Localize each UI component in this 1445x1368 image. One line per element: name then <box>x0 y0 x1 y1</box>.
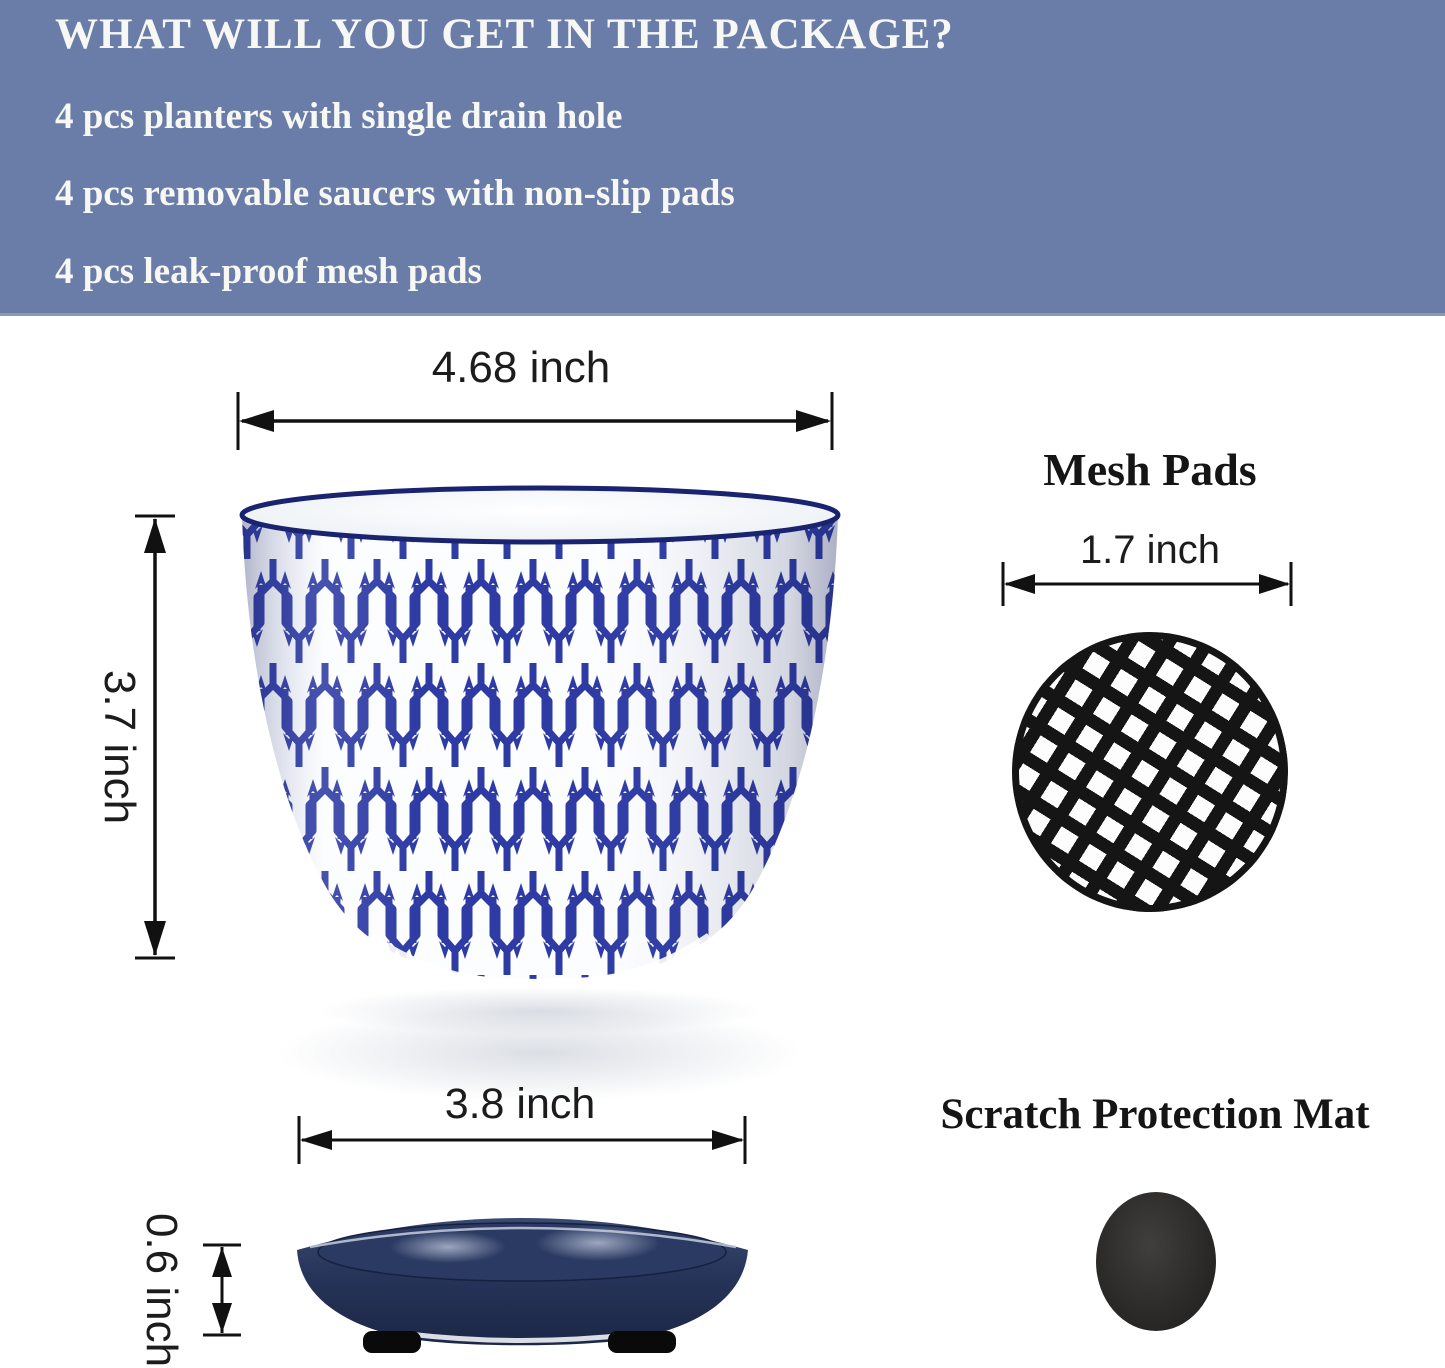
arrowhead <box>1259 574 1290 594</box>
banner-title: WHAT WILL YOU GET IN THE PACKAGE? <box>55 11 954 58</box>
arrowhead <box>300 1130 332 1150</box>
saucer-highlight <box>390 1231 506 1263</box>
saucer-width-label: 3.8 inch <box>444 1080 596 1128</box>
pot-shading <box>242 515 838 979</box>
saucer-height-dimension-arrow <box>199 1243 245 1337</box>
arrowhead <box>144 518 166 553</box>
pot-reflection <box>320 987 760 1035</box>
arrowhead <box>212 1303 232 1333</box>
banner-item-mesh-pads: 4 pcs leak-proof mesh pads <box>55 251 482 292</box>
mesh-pad-width-label: 1.7 inch <box>1079 528 1221 572</box>
scratch-mat-title: Scratch Protection Mat <box>940 1091 1370 1138</box>
planter-image <box>221 455 861 1115</box>
mesh-pad-width-dimension-arrow <box>1001 560 1293 608</box>
package-banner <box>0 0 1445 316</box>
pot-rim <box>242 488 838 542</box>
planter-height-label: 3.7 inch <box>95 669 144 825</box>
mesh-pads-title: Mesh Pads <box>1043 444 1257 495</box>
arrowhead <box>712 1130 744 1150</box>
saucer-inner <box>318 1223 726 1281</box>
mesh-pad-image <box>1012 632 1288 912</box>
saucer-height-label: 0.6 inch <box>137 1212 186 1368</box>
arrowhead <box>239 410 274 432</box>
arrowhead <box>1004 574 1035 594</box>
scratch-mat-image <box>1096 1192 1216 1331</box>
arrowhead <box>212 1247 232 1277</box>
saucer-width-dimension-arrow <box>297 1114 747 1166</box>
saucer-image <box>280 1205 770 1365</box>
planter-width-label: 4.68 inch <box>431 343 611 392</box>
banner-item-saucers: 4 pcs removable saucers with non-slip pads <box>55 173 735 214</box>
saucer-foot <box>363 1331 421 1353</box>
arrowhead <box>144 921 166 956</box>
saucer-foot <box>608 1331 676 1353</box>
banner-item-planters: 4 pcs planters with single drain hole <box>55 96 623 137</box>
arrowhead <box>796 410 831 432</box>
planter-width-dimension-arrow <box>236 390 834 452</box>
